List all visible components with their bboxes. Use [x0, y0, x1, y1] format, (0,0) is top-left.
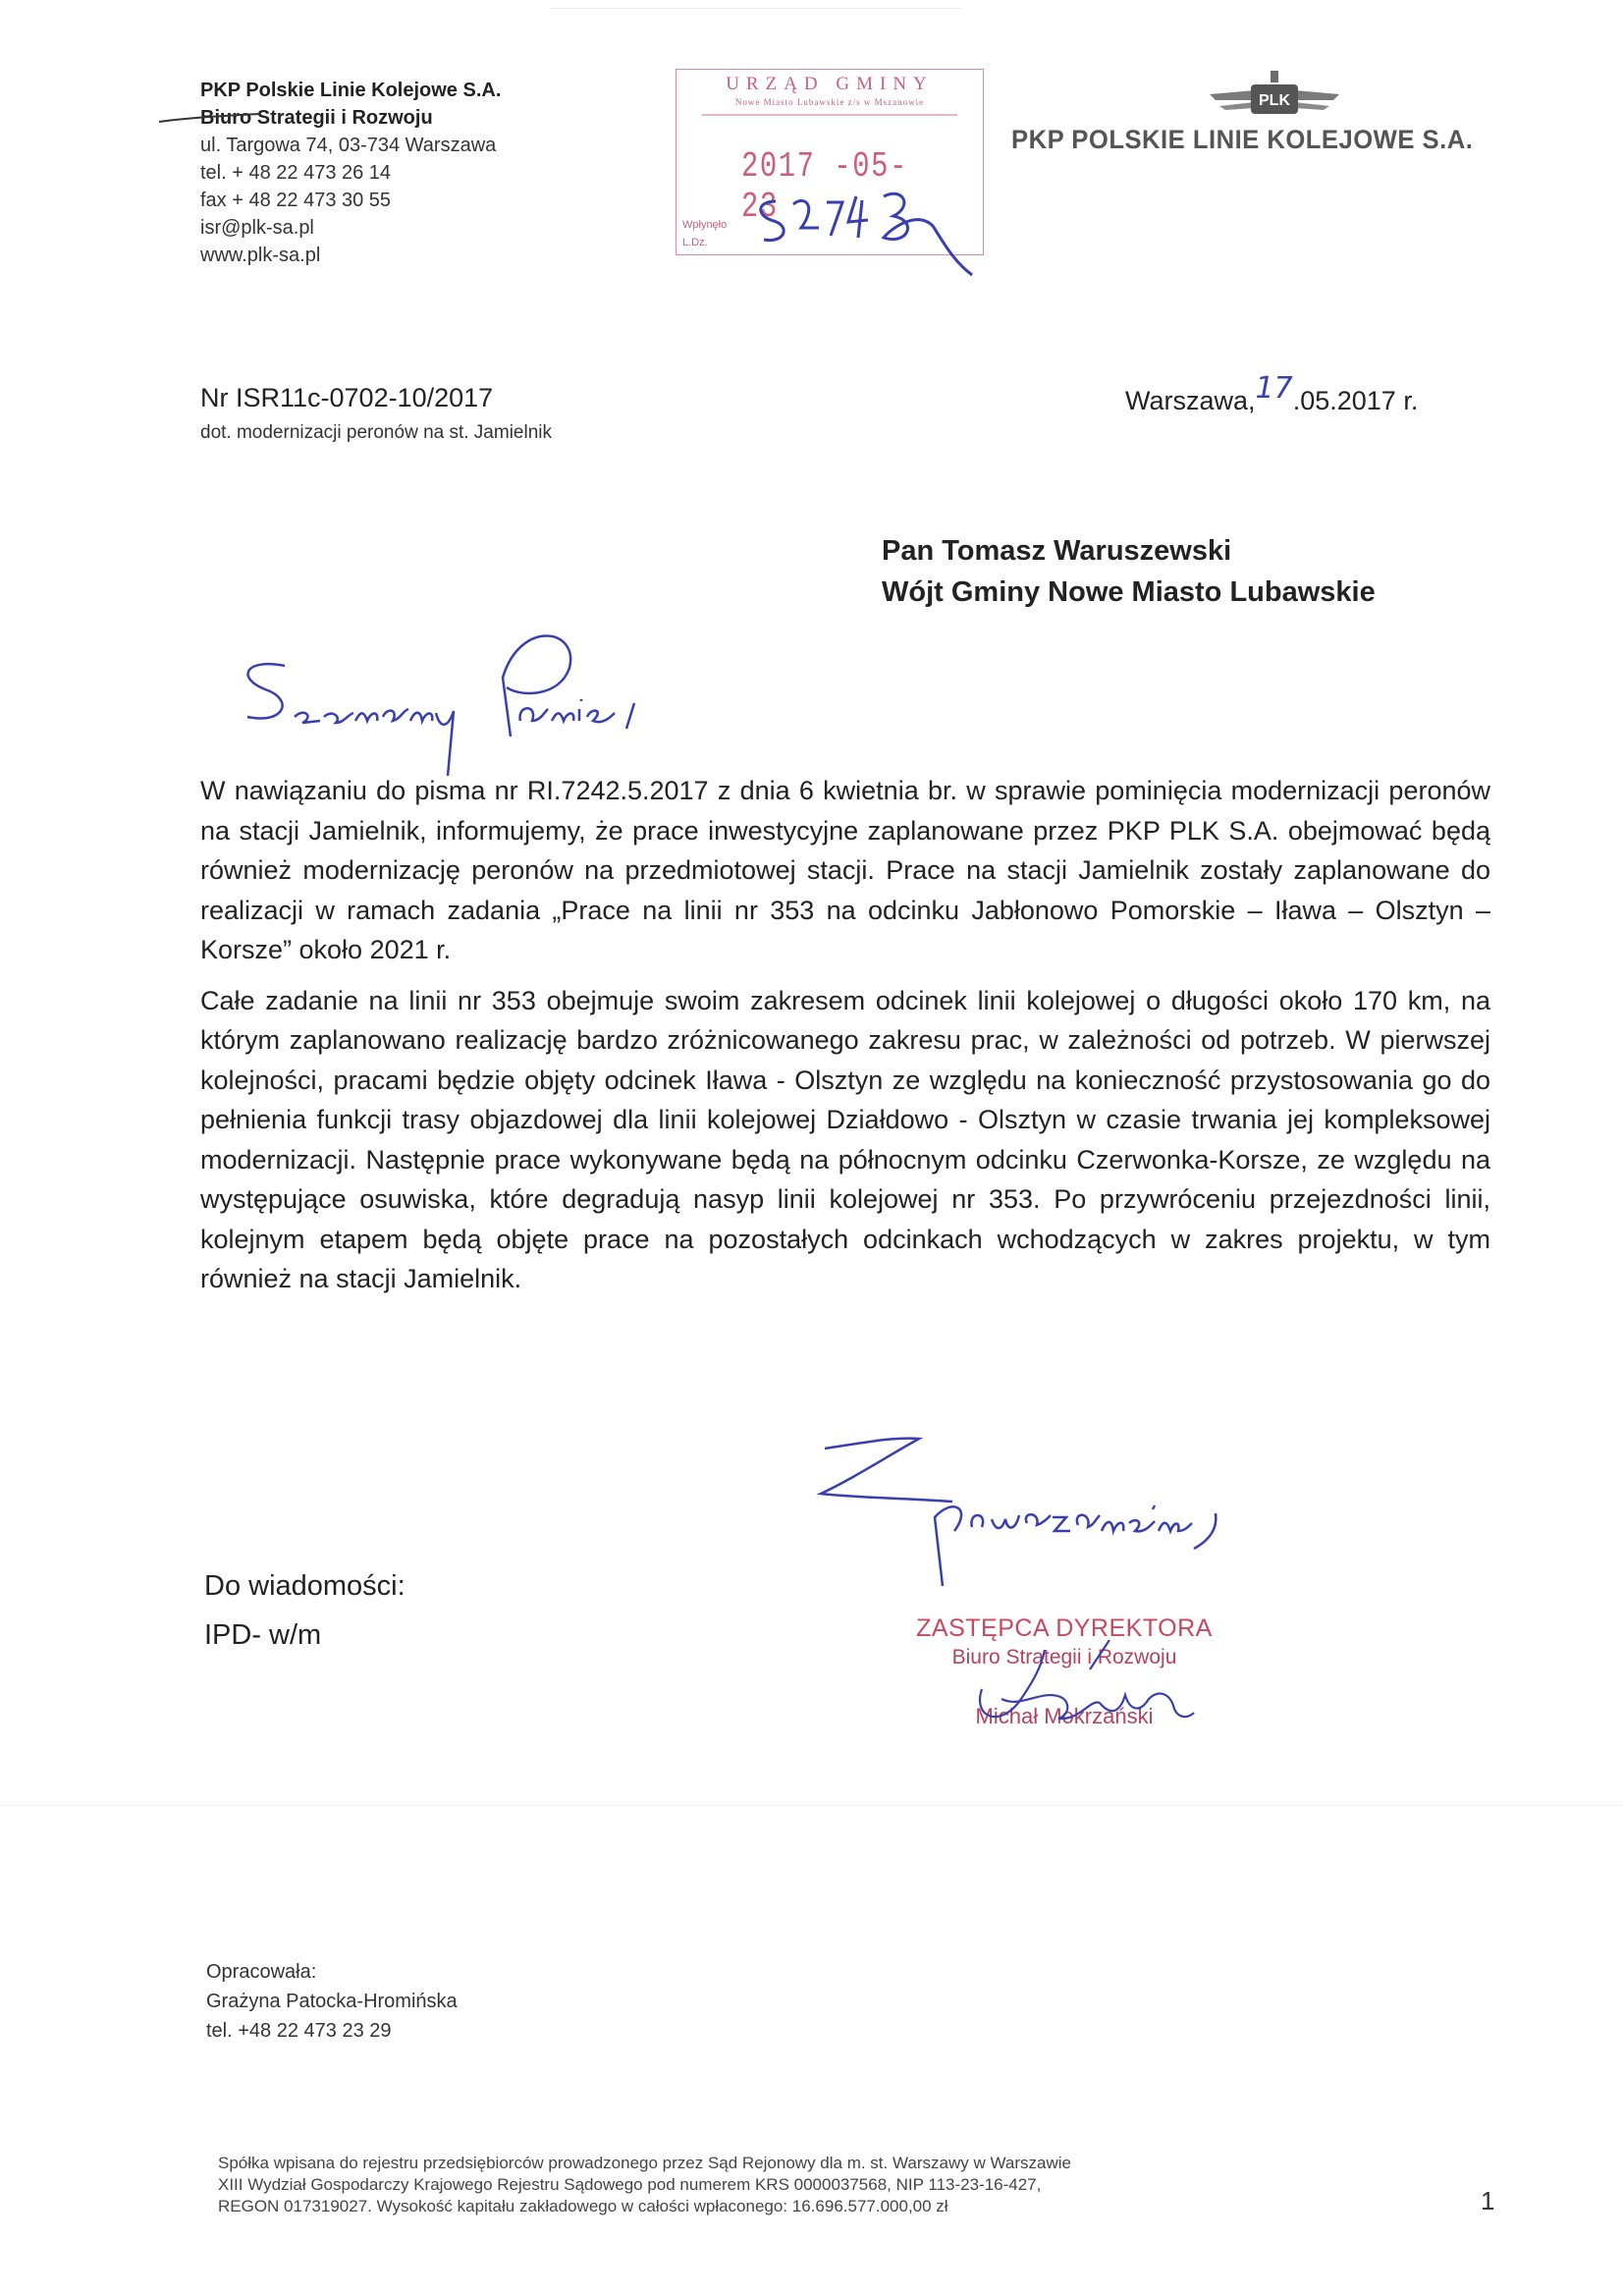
handwritten-salutation: [226, 619, 658, 786]
cc-block: [204, 1561, 406, 1660]
date-place: Warszawa,: [1125, 386, 1256, 415]
stamp-label-number: L.Dz.: [682, 237, 708, 248]
handwritten-signature: [943, 1630, 1217, 1738]
addressee-title: Wójt Gminy Nowe Miasto Lubawskie: [882, 576, 1376, 608]
sender-address: ul. Targowa 74, 03-734 Warszawa: [200, 135, 497, 156]
sender-department: Biuro Strategii i Rozwoju: [200, 107, 433, 129]
strike-mark: [157, 108, 265, 132]
signature-position: ZASTĘPCA DYREKTORA: [916, 1614, 1213, 1642]
scan-fold-line: [0, 1805, 1623, 1806]
plk-logo-icon: [1206, 71, 1343, 128]
addressee-name: Pan Tomasz Waruszewski: [882, 535, 1232, 567]
handwritten-closing: [805, 1429, 1237, 1615]
sender-block: [200, 77, 501, 269]
footer-line-1: Spółka wpisana do rejestru przedsiębiorców prowadzonego przez Sąd Rejonowy dla m. st. Warszawy w Warszawie: [218, 2154, 1071, 2172]
cc-label: Do wiadomości:: [204, 1570, 406, 1602]
date-rest: .05.2017 r.: [1292, 386, 1419, 415]
signature-department: Biuro Strategii i Rozwoju: [951, 1646, 1177, 1668]
stamp-frame-line: [673, 105, 987, 125]
cc-recipient: IPD- w/m: [204, 1619, 322, 1651]
reference-subject: dot. modernizacji peronów na st. Jamielnik: [200, 422, 553, 443]
stamp-label-received: Wpłynęło: [682, 219, 728, 231]
reference-number: Nr ISR11c-0702-10/2017: [200, 383, 494, 412]
prepared-name: Grażyna Patocka-Hromińska: [206, 1991, 458, 2012]
page-number: 1: [1481, 2186, 1495, 2215]
sender-website: www.plk-sa.pl: [200, 245, 321, 266]
sender-company: PKP Polskie Linie Kolejowe S.A.: [200, 80, 502, 101]
scan-edge-line: [550, 8, 962, 9]
footer-line-2: XIII Wydział Gospodarczy Krajowego Rejestru Sądowego pod numerem KRS 0000037568, NIP 113-23-16-427,: [218, 2175, 1042, 2194]
sender-phone: tel. + 48 22 473 26 14: [200, 162, 392, 184]
prepared-phone: tel. +48 22 473 23 29: [206, 2020, 392, 2042]
addressee-block: [882, 530, 1376, 613]
signature-name: Michał Mokrzański: [975, 1704, 1154, 1728]
body-paragraph-1: W nawiązaniu do pisma nr RI.7242.5.2017 z dnia 6 kwietnia br. w sprawie pominięcia modernizacji peronów na stacji Jamielnik, informujemy, że prace inwestycyjne zaplanowane przez PKP PLK S.A. obejmować będą również modernizację peronów na przedmiotowej stacji. Prace na stacji Jamielnik zostały zaplanowane do realizacji w ramach zadania „Prace na linii nr 353 na odcinku Jabłonowo Pomorskie – Iława – Olsztyn – Korsze” około 2021 r.: [200, 776, 1490, 964]
letter-body: [200, 771, 1490, 1310]
date-day-handwritten: 17: [1255, 371, 1293, 406]
logo-mark-text: PLK: [1259, 92, 1290, 109]
prepared-label: Opracowała:: [206, 1961, 317, 1983]
company-name: PKP POLSKIE LINIE KOLEJOWE S.A.: [1011, 125, 1474, 154]
sender-fax: fax + 48 22 473 30 55: [200, 190, 392, 211]
stamp-office-location: Nowe Miasto Lubawskie z/s w Mszanowie: [734, 97, 925, 107]
sender-email: isr@plk-sa.pl: [200, 217, 314, 239]
stamp-date: 2017 -05- 23: [741, 146, 908, 227]
footer-line-3: REGON 017319027. Wysokość kapitału zakładowego w całości wpłaconego: 16.696.577.000,00 zł: [218, 2197, 948, 2215]
place-date: [1125, 371, 1419, 417]
stamp-office: URZĄD GMINY: [726, 74, 934, 94]
prepared-by-block: [206, 1957, 458, 2046]
footer: [218, 2153, 1071, 2217]
body-paragraph-2: Całe zadanie na linii nr 353 obejmuje swoim zakresem odcinek linii kolejowej o długości około 170 km, na którym zaplanowano realizację bardzo zróżnicowanego zakresu prac, w zależności od potrzeb. W pierwszej kolejności, pracami będzie objęty odcinek Iława - Olsztyn ze względu na konieczność przystosowania go do pełnienia funkcji trasy objazdowej dla linii kolejowej Działdowo - Olsztyn w czasie trwania jej kompleksowej modernizacji. Następnie prace wykonywane będą na północnym odcinku Czerwonka-Korsze, ze względu na występujące osuwiska, które degradują nasyp linii kolejowej nr 353. Po przywróceniu przejezdności linii, kolejnym etapem będą objęte prace na pozostałych odcinkach wchodzących w zakres projektu, w tym również na stacji Jamielnik.: [200, 985, 1490, 1293]
handwritten-registry-number: [746, 177, 992, 285]
